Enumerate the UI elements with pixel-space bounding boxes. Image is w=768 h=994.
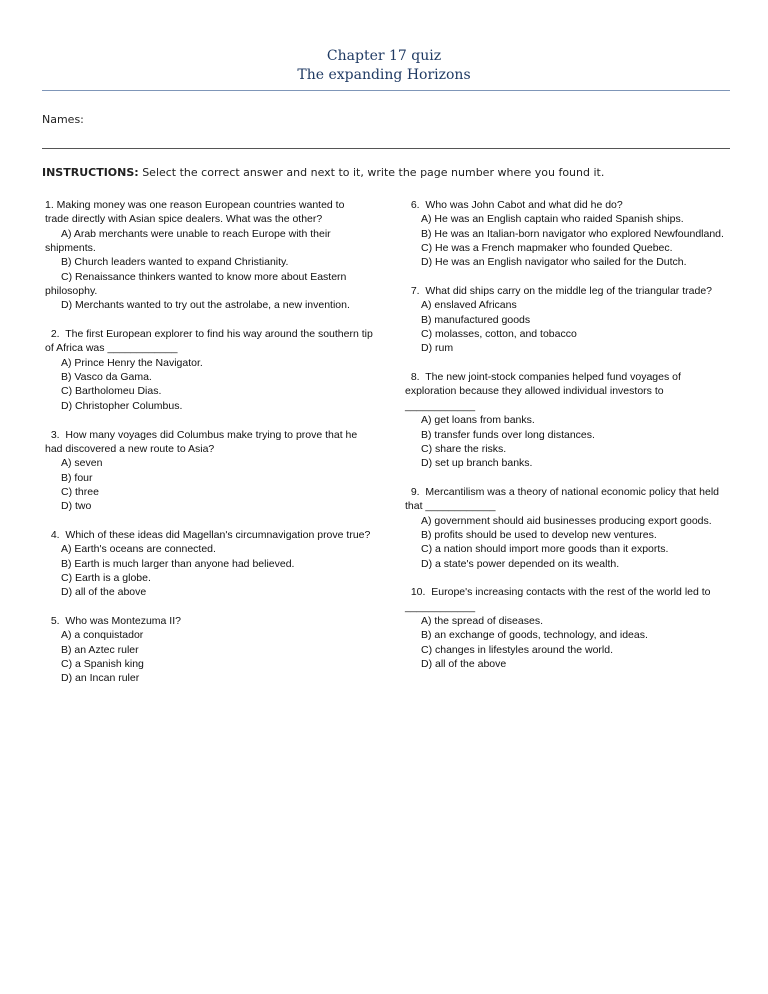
option-d[interactable]: D) all of the above (421, 658, 507, 670)
option-b[interactable]: B) four (61, 471, 93, 484)
option-a[interactable]: A) the spread of diseases. (421, 614, 543, 627)
option-d[interactable]: D) a state's power depended on its wealth. (421, 557, 620, 570)
option-b[interactable]: B) an Aztec ruler (61, 643, 139, 656)
page-title: Chapter 17 quiz (326, 48, 442, 64)
option-b[interactable]: B) Earth is much larger than anyone had believed. (61, 557, 295, 570)
option-b[interactable]: B) Vasco da Gama. (61, 371, 152, 384)
option-d[interactable]: D) an Incan ruler (61, 672, 140, 685)
answer-blank: ____________ (405, 399, 476, 412)
option-d[interactable]: D) Christopher Columbus. (61, 399, 183, 412)
instructions-label: INSTRUCTIONS: (42, 166, 139, 179)
question-text: 8. The new joint-stock companies helped fund voyages of (405, 371, 681, 384)
option-c-continued: philosophy. (45, 285, 98, 298)
option-a-continued: shipments. (45, 242, 96, 255)
question-3 (45, 428, 375, 514)
question-text: 5. Who was Montezuma II? (45, 614, 181, 627)
question-6 (405, 198, 735, 270)
question-4 (45, 528, 375, 600)
question-text: exploration because they allowed individual investors to (405, 385, 664, 398)
option-a[interactable]: A) a conquistador (61, 629, 144, 642)
option-c[interactable]: C) Bartholomeu Dias. (61, 385, 162, 398)
option-a[interactable]: A) enslaved Africans (421, 299, 517, 312)
answer-blank: ____________ (405, 600, 476, 613)
title-divider (42, 90, 730, 91)
option-d[interactable]: D) rum (421, 342, 454, 355)
option-a[interactable]: A) government should aid businesses producing export goods. (421, 514, 712, 527)
question-1 (45, 198, 375, 313)
question-text: trade directly with Asian spice dealers. What was the other? (45, 213, 323, 226)
question-text: 7. What did ships carry on the middle leg of the triangular trade? (405, 285, 712, 298)
instructions (42, 166, 742, 179)
question-7 (405, 284, 735, 356)
question-2 (45, 327, 375, 413)
option-d[interactable]: D) two (61, 500, 92, 513)
option-a[interactable]: A) Prince Henry the Navigator. (61, 356, 203, 369)
names-line (42, 148, 730, 149)
option-a[interactable]: A) get loans from banks. (421, 414, 535, 427)
question-9 (405, 485, 735, 571)
question-text: that ____________ (405, 500, 496, 513)
question-text: 4. Which of these ideas did Magellan's circumnavigation prove true? (45, 528, 371, 541)
option-b[interactable]: B) profits should be used to develop new ventures. (421, 528, 657, 541)
option-d[interactable]: D) all of the above (61, 586, 147, 599)
question-text: of Africa was ____________ (45, 342, 178, 355)
left-column (45, 198, 375, 700)
option-b[interactable]: B) manufactured goods (421, 313, 531, 326)
right-column (405, 198, 735, 686)
option-c[interactable]: C) share the risks. (421, 442, 507, 455)
instructions-text: Select the correct answer and next to it, write the page number where you found it. (142, 166, 605, 179)
option-c[interactable]: C) He was a French mapmaker who founded Quebec. (421, 242, 673, 255)
option-a[interactable]: A) seven (61, 457, 103, 470)
question-5 (45, 614, 375, 686)
option-d[interactable]: D) set up branch banks. (421, 457, 533, 470)
names-label: Names: (42, 113, 84, 126)
option-c[interactable]: C) changes in lifestyles around the world. (421, 643, 614, 656)
question-text: 6. Who was John Cabot and what did he do? (405, 199, 623, 211)
option-c[interactable]: C) Earth is a globe. (61, 571, 151, 584)
option-c[interactable]: C) molasses, cotton, and tobacco (421, 328, 577, 341)
question-text: had discovered a new route to Asia? (45, 442, 215, 455)
page-subtitle: The expanding Horizons (297, 67, 471, 83)
question-8 (405, 370, 735, 470)
option-c[interactable]: C) Renaissance thinkers wanted to know more about Eastern (61, 270, 347, 283)
option-b[interactable]: B) an exchange of goods, technology, and ideas. (421, 629, 648, 642)
option-c[interactable]: C) a nation should import more goods than it exports. (421, 543, 669, 556)
question-text: 10. Europe's increasing contacts with the rest of the world led to (405, 586, 711, 599)
question-text: 9. Mercantilism was a theory of national economic policy that held (405, 485, 719, 498)
option-c[interactable]: C) three (61, 485, 99, 498)
option-a[interactable]: A) Arab merchants were unable to reach Europe with their (61, 227, 331, 240)
option-d[interactable]: D) He was an English navigator who sailed for the Dutch. (421, 256, 687, 269)
option-d[interactable]: D) Merchants wanted to try out the astrolabe, a new invention. (61, 299, 350, 312)
question-10 (405, 585, 735, 671)
question-text: 3. How many voyages did Columbus make trying to prove that he (45, 428, 358, 441)
option-a[interactable]: A) He was an English captain who raided Spanish ships. (421, 213, 684, 226)
question-text: 1. Making money was one reason European countries wanted to (45, 199, 345, 211)
option-b[interactable]: B) transfer funds over long distances. (421, 428, 595, 441)
option-b[interactable]: B) He was an Italian-born navigator who explored Newfoundland. (421, 227, 724, 240)
option-a[interactable]: A) Earth's oceans are connected. (61, 543, 216, 556)
option-c[interactable]: C) a Spanish king (61, 658, 144, 670)
question-text: 2. The first European explorer to find his way around the southern tip (45, 328, 373, 341)
option-b[interactable]: B) Church leaders wanted to expand Christianity. (61, 256, 289, 269)
